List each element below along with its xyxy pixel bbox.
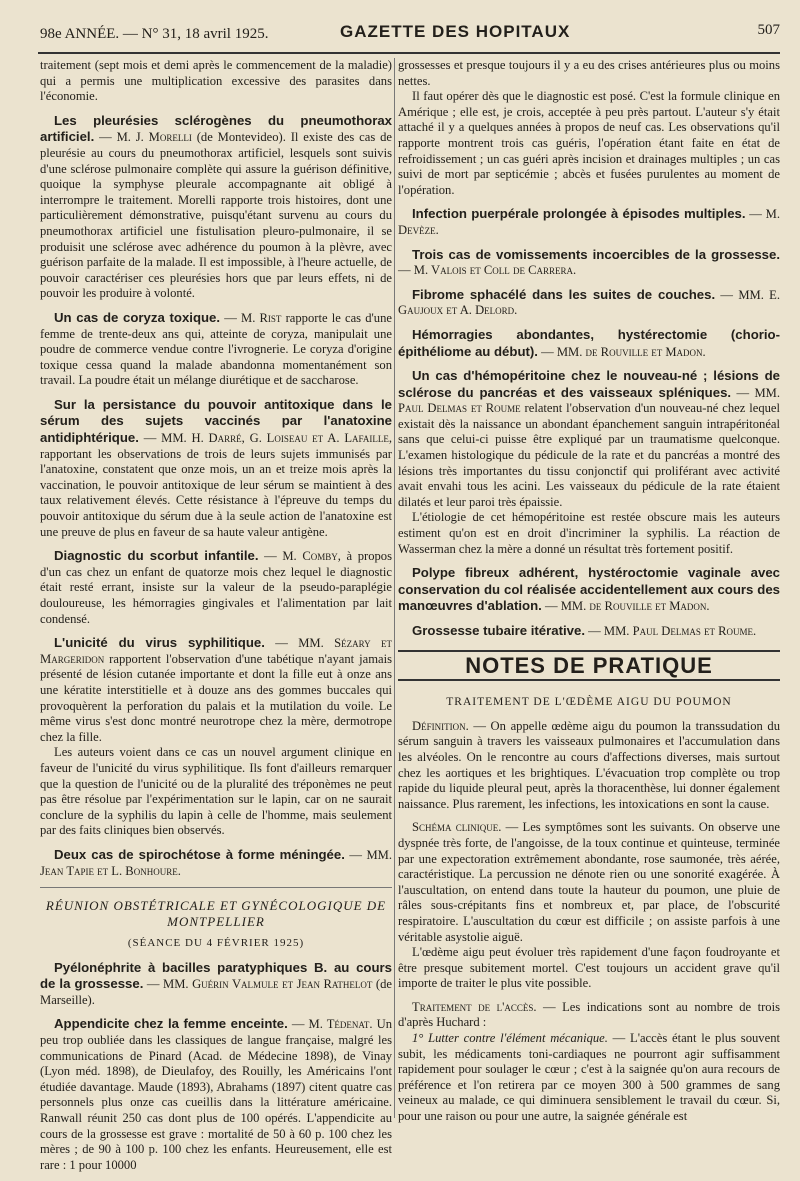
society-title: RÉUNION OBSTÉTRICALE ET GYNÉCOLOGIQUE DE MONTPELLIER: [45, 898, 387, 930]
notes-body: — Les indications sont au nombre de trois d'après Huchard :: [398, 999, 781, 1030]
article-title: Sur la persistance du pouvoir antitoxique dans le sérum des sujets vaccinés par l'anatoxine antidiphtérique.: [40, 396, 392, 446]
journal-title: GAZETTE DES HOPITAUX: [340, 22, 571, 41]
article-author: MM. Paul Delmas et Roume.: [603, 624, 757, 638]
article-syphilis: L'unicité du virus syphilitique. — MM. Sézary et Margeridon rapportent l'observation d'une tabétique n'ayant jamais présenté de lésion cutanée importante et dont la fille eut à onze ans une kératite interstitielle et à douze ans des gommes buccales qui provoquèrent la perforation du palais et la mutilation du voile. Le même virus s'est donc montré neurotrope chez la mère, dermotrope chez la fille. Les auteurs voient dans ce cas un nouvel argument clinique en faveur de l'unicité du virus syphilitique. Ils font d'ailleurs remarquer que la question de l'unicité ou de la pluralité des tréponèmes ne peut pas être résolue par l'expérimentation sur le lapin, car on ne saurait conclure de la syphilis du lapin à celle de l'homme, mais seulement par des faits cliniques bien observés.: [40, 635, 393, 838]
left-column: [40, 58, 392, 1181]
article-author: MM. Jean Tapie et L. Bonhoure.: [40, 847, 393, 878]
society-heading: [40, 898, 392, 952]
article-scorbut: Diagnostic du scorbut infantile. — M. Comby, à propos d'un cas chez un enfant de quatorze mois chez lequel le diagnostic était resté errant, insiste sur la valeur de la pseudo-paraplégie douloureuse, les hémorragies gingivales et l'alimentation par lait condensé.: [40, 548, 392, 626]
notes-banner: [398, 650, 780, 682]
article-body: , rapportant les observations de trois de leurs sujets immunisés par l'anatoxine, constatent que onze mois, un an et treize mois après la vaccination, le pouvoir antitoxique de leur sérum se maintient à des taux relativement élevés. Cette résistance à l'épreuve du temps du pouvoir antitoxique du sérum due à la seule action de l'anatoxine est une preuve de plus en faveur de sa haute valeur antigène.: [40, 431, 392, 539]
column-divider: [394, 58, 395, 1118]
notes-subheading: TRAITEMENT DE L'ŒDÈME AIGU DU POUMON: [446, 696, 732, 709]
article-author: MM. de Rouville et Madon.: [560, 599, 710, 614]
article-spirochetose: Deux cas de spirochétose à forme méningée. — MM. Jean Tapie et L. Bonhoure.: [40, 846, 393, 878]
header-rule: [38, 52, 780, 54]
article-infection: Infection puerpérale prolongée à épisodes multiples. — M. Devèze.: [398, 206, 780, 237]
article-appendicite: Appendicite chez la femme enceinte. — M. Tédenat. Un peu trop oubliée dans les classiques de langue française, malgré les communications de Pinard (Acad. de Médecine 1898), de Vinay (Lyon méd. 1898), de Dieulafoy, des Rouilly, les Américains l'ont étudiée davantage. Maude (1893), Abrahams (1897) citent quatre cas personnels plus onze cas cueillis dans la littérature américaine. Ranwall réunit 250 cas dont plus de 100 opérés. L'appendicite au cours de la grossesse est grave : mortalité de 50 à 60 p. 100 chez les mères ; de 90 à 100 p. 100 chez les enfants. Heureusement, elle est rare : 1 pour 10000: [40, 1016, 393, 1172]
article-author: M. Tédenat.: [308, 1017, 373, 1032]
notes-item-label: 1° Lutter contre l'élément mécanique.: [412, 1031, 608, 1046]
article-title: Hémorragies abondantes, hystérectomie (chorio-épithéliome au début).: [398, 326, 780, 359]
article-title: Appendicite chez la femme enceinte.: [54, 1016, 288, 1032]
article-body: (de Montevideo). Il existe des cas de pleurésie au cours du pneumothorax artificiel, lesquels sont suivis d'une sclérose pulmonaire complète qui assure la guérison définitive, quoique la symphyse pleurale accompagnante ait obligé à interrompre le traitement. Morelli rapporte trois histoires, dont une particulièrement démonstrative, puisqu'étant survenu au cours du pneumothorax artificiel une fistulisation pleuro-pulmonaire, il se produisit une sclérose avec adhérence du poumon à la plèvre, avec guérison parfaite de la malade. Il est impossible, à l'heure actuelle, de pouvoir caractériser ces pleurésies hors que par leurs effets, ni de pouvoir les produire à volonté.: [40, 130, 392, 301]
article-text: traitement (sept mois et demi après le commencement de la maladie) qui a permis une multiplication excessive des parasites dans l'économie.: [40, 58, 392, 104]
article-grossesse-tubaire: Grossesse tubaire itérative. — MM. Paul Delmas et Roume.: [412, 623, 757, 638]
article-title: Les pleurésies sclérogènes du pneumothorax artificiel.: [40, 112, 392, 145]
article-title: Fibrome sphacélé dans les suites de couches.: [412, 286, 716, 302]
article-author: MM. Paul Delmas et Roume: [398, 385, 781, 416]
article-title: Diagnostic du scorbut infantile.: [54, 548, 259, 564]
article-author: MM. Guérin Valmule et Jean Rathelot: [163, 977, 373, 992]
notes-label: Traitement de l'accès.: [412, 999, 537, 1014]
notes-traitement: [398, 1000, 780, 1125]
article-hemorragies: Hémorragies abondantes, hystérectomie (chorio-épithéliome au début). — MM. de Rouville et Madon.: [398, 326, 780, 359]
article-appendicite-cont: [398, 58, 780, 198]
article-title: Infection puerpérale prolongée à épisodes multiples.: [412, 206, 746, 222]
article-body: (de Marseille).: [40, 977, 392, 1007]
article-continuation: [40, 58, 392, 105]
article-author: M. Rist: [241, 310, 282, 325]
article-pleuresies: Les pleurésies sclérogènes du pneumothorax artificiel. — M. J. Morelli (de Montevideo). Il existe des cas de pleurésie au cours du pneumothorax artificiel, lesquels sont suivis d'une sclérose pulmonaire complète qui assure la guérison définitive, quoique la symphyse pleurale accompagnante ait obligé à interrompre le traitement. Morelli rapporte trois histoires, dont une particulièrement démonstrative, puisqu'étant survenu au cours du pneumothorax artificiel une fistulisation pleuro-pulmonaire, il se produisit une sclérose avec adhérence du poumon à la plèvre, avec guérison parfaite de la malade. Il est impossible, à l'heure actuelle, de pouvoir caractériser ces pleurésies hors que par leurs effets, ni de pouvoir les produire à volonté.: [40, 112, 392, 301]
section-rule: [40, 887, 392, 888]
notes-schema: [398, 820, 780, 992]
article-title: Un cas d'hémopéritoine chez le nouveau-né ; lésions de sclérose du pancréas et des vaisseaux spléniques.: [398, 368, 780, 400]
article-text: Il faut opérer dès que le diagnostic est posé. C'est la formule clinique en Amérique ; elle est, je crois, acceptée à peu près partout. L'auteur s'y était attaché il y a quelques années à propos de neuf cas. Les observations qu'il rapporte montrent trois cas guéris, l'opération étant faite en état de refroidissement ; un cas guéri après incision et drainages multiples ; un cas suivi de mort par septicémie ; abcès et fusées purulentes au moment de l'opération.: [398, 89, 780, 197]
article-body: Les auteurs voient dans ce cas un nouvel argument clinique en faveur de l'unicité du virus syphilitique. Ils font d'ailleurs remarquer que la question de l'unicité ou de la pluralité des tréponèmes ne peut pas être résolue par l'expérimentation sur le lapin, car on ne saurait conclure de la syphilis du lapin à celle de l'homme, mais seulement par des faits cliniques bien observés.: [40, 745, 392, 838]
article-polype: Polype fibreux adhérent, hystéroctomie vaginale avec conservation du col réalisée accidentellement aux cours des manœuvres d'ablation. — MM. de Rouville et Madon.: [398, 565, 780, 614]
article-body: rapportent l'observation d'une tabétique n'ayant jamais présenté de lésion cutanée importante et dont la fille eut à onze ans une kératite interstitielle et à douze ans des gommes buccales qui provoquèrent la perforation du palais et la mutilation du voile. Le même virus s'est donc montré neurotrope chez la mère, dermotrope chez la fille.: [40, 651, 392, 744]
article-vomissements: Trois cas de vomissements incoercibles de la grossesse. — M. Valois et Coll de Carrera.: [398, 246, 780, 278]
notes-label: Schéma clinique.: [412, 820, 502, 835]
notes-body: — L'accès étant le plus souvent subit, les médicaments toni-cardiaques ne pourront agir suffisamment rapidement pour soulager le cœur ; c'est à la saignée qu'on aura recours de préférence et l'on retirera par ce moyen 300 à 500 grammes de sang veineux au malade, ce qui diminuera sensiblement le travail du cœur. Si, pour une raison ou pour une autre, la saignée générale est: [398, 1031, 780, 1124]
article-author: M. J. Morelli: [116, 130, 192, 145]
notes-body: L'œdème aigu peut évoluer très rapidement d'une façon foudroyante et être presque subitement mortel. C'est toujours un accident grave qu'il importe de traiter le plus vite possible.: [398, 945, 780, 991]
article-author: MM. E. Gaujoux et A. Delord.: [398, 287, 780, 318]
article-author: M. Comby: [282, 549, 338, 564]
article-title: L'unicité du virus syphilitique.: [54, 635, 265, 651]
article-body: rapporte le cas d'une femme de trente-deux ans qui, atteinte de coryza, manipulait une poudre de commerce vendue contre l'ivrognerie. Le coryza d'origine toxique cessa quand la malade abandonna momentanément son travail. La poudre était un mélange diurétique et de saccharose.: [40, 310, 392, 388]
article-title: Trois cas de vomissements incoercibles de la grossesse.: [412, 246, 780, 262]
article-title: Deux cas de spirochétose à forme méningée.: [54, 846, 345, 862]
article-title: Polype fibreux adhérent, hystéroctomie vaginale avec conservation du col réalisée accidentellement aux cours des manœuvres d'ablation.: [398, 565, 780, 614]
notes-body: — On appelle œdème aigu du poumon la transsudation du sérum sanguin à travers les vaisseaux pulmonaires et l'accumulation dans les alvéoles. On le rencontre au cours d'affections diverses, mais surtout chez les aortiques et les brightiques. L'évacuation trop complète ou trop rapide du liquide pleural peut, après la thoracenthèse, lui donner également naissance. Plus rarement, les infections, les intoxications en sont la cause.: [398, 718, 780, 811]
article-title: Grossesse tubaire itérative.: [412, 623, 585, 638]
article-pyelonephrite: Pyélonéphrite à bacilles paratyphiques B. au cours de la grossesse. — MM. Guérin Valmule et Jean Rathelot (de Marseille).: [40, 959, 392, 1007]
article-author: MM. de Rouville et Madon.: [556, 344, 706, 359]
page-header: [40, 20, 780, 50]
article-body: Un peu trop oubliée dans les classiques de langue française, malgré les communications de Pinard (Acad. de Médecine 1898), de Vinay (Lyon méd. 1898), de Dieulafoy, des Rouilly, les Américains l'ont étudiée davantage. Maude (1893), Abrahams (1897) citent quatre cas personnels plus onze cas cueillis dans la littérature américaine. Ranwall réunit 250 cas dont plus de 100 opérés. L'appendicite au cours de la grossesse est grave : mortalité de 50 à 60 p. 100 chez les mères ; de 90 à 100 p. 100 chez les enfants. Heureusement, elle est rare : 1 pour 10000: [40, 1017, 393, 1172]
page-number: 507: [757, 22, 780, 38]
article-body: , à propos d'un cas chez un enfant de quatorze mois chez lequel le diagnostic était resté errant, insiste sur la valeur de la pseudo-paraplégie douloureuse, les hémorragies gingivales et l'alimentation par lait condensé.: [40, 549, 392, 626]
article-text: grossesses et presque toujours il y a eu des crises antérieures plus ou moins nettes.: [398, 58, 780, 88]
article-body: relatent l'observation d'un nouveau-né chez lequel existait dès la naissance un abondant épanchement sanguin intrapéritonéal sans que celui-ci puisse être expliqué par un traumatisme quelconque. L'examen histologique du pédicule de la rate et du pancréas a montré des lésions très importantes du tissu conjonctif qui proliférant avec activité avait envahi tous les acini. Les vaisseaux du pédicule de la rate étaient dilatés et leur paroi très épaissie.: [398, 401, 780, 509]
article-anatoxine: Sur la persistance du pouvoir antitoxique dans le sérum des sujets vaccinés par l'anatoxine antidiphtérique. — MM. H. Darré, G. Loiseau et A. Lafaille, rapportant les observations de trois de leurs sujets immunisés par l'anatoxine, constatent que onze mois, un an et treize mois après la vaccination, le pouvoir antitoxique de leur sérum se maintient à des taux relativement élevés. Cette résistance à l'épreuve du temps du pouvoir antitoxique du sérum due à la seule action de l'anatoxine est une preuve de plus en faveur de sa haute valeur antigène.: [40, 396, 392, 539]
notes-definition: [398, 719, 780, 813]
session-date: (SÉANCE DU 4 FÉVRIER 1925): [127, 937, 305, 950]
article-fibrome: Fibrome sphacélé dans les suites de couches. — MM. E. Gaujoux et A. Delord.: [398, 286, 780, 318]
article-coryza: Un cas de coryza toxique. — M. Rist rapporte le cas d'une femme de trente-deux ans qui, atteinte de coryza, manipulait une poudre de commerce vendue contre l'ivrognerie. Le coryza d'origine toxique cessa quand la malade abandonna momentanément son travail. La poudre était un mélange diurétique et de saccharose.: [40, 309, 392, 388]
article-author: MM. H. Darré, G. Loiseau et A. Lafaille: [161, 431, 389, 446]
article-title: Un cas de coryza toxique.: [54, 309, 221, 325]
issue-info: 98e ANNÉE. — N° 31, 18 avril 1925.: [40, 26, 269, 42]
article-author: M. Valois et Coll de Carrera.: [413, 263, 577, 278]
article-title: Pyélonéphrite à bacilles paratyphiques B. au cours de la grossesse.: [40, 959, 392, 992]
article-author: M. Devèze.: [398, 207, 780, 237]
article-author: MM. Sézary et Margeridon: [40, 636, 393, 666]
notes-label: Définition.: [412, 718, 469, 733]
notes-heading: NOTES DE PRATIQUE: [465, 652, 713, 678]
article-hemoperitoine: Un cas d'hémopéritoine chez le nouveau-né ; lésions de sclérose du pancréas et des vaisseaux spléniques. — MM. Paul Delmas et Roume relatent l'observation d'un nouveau-né chez lequel existait dès la naissance un abondant épanchement sanguin intrapéritonéal sans que celui-ci puisse être expliqué par un traumatisme quelconque. L'examen histologique du pédicule de la rate et du pancréas a montré des lésions très importantes du tissu conjonctif qui proliférant avec activité avait envahi tous les acini. Les vaisseaux du pédicule de la rate étaient dilatés et leur paroi très épaissie. L'étiologie de cet hémopéritoine est restée obscure mais les auteurs estiment qu'on est en droit d'incriminer la syphilis. La réaction de Wasserman chez la mère a donné un résultat très fortement positif.: [398, 368, 781, 556]
right-column: [398, 58, 780, 1133]
article-body: L'étiologie de cet hémopéritoine est restée obscure mais les auteurs estiment qu'on est en droit d'incriminer la syphilis. La réaction de Wasserman chez la mère a donné un résultat très fortement positif.: [398, 510, 780, 556]
notes-body: — Les symptômes sont les suivants. On observe une dyspnée très forte, de l'angoisse, de la toux continue et quinteuse, terminée par une expectoration extrêmement abondante, rose saumonée, très aérée, caractéristique. La percussion ne dénote rien ou une sonorité exagérée. À l'auscultation, on entend dans toute la hauteur du poumon, une pluie de râles sous-crépitants fins et nombreux et, par place, de l'obscurité respiratoire. L'auscultation du cœur est difficile ; on assiste parfois à une véritable asystolie aiguë.: [398, 820, 781, 944]
